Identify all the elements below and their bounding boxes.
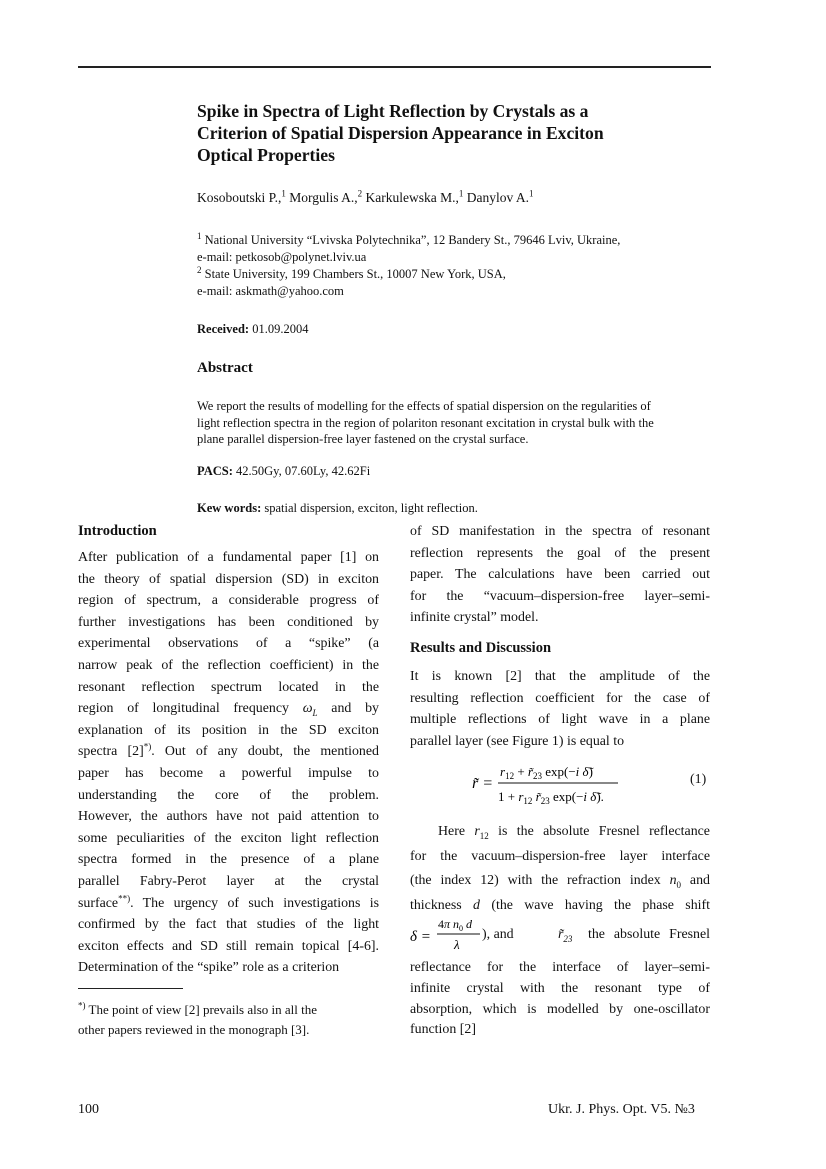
section-heading-results: Results and Discussion: [410, 640, 552, 656]
text-line: Determination of the “spike” role as a criterion: [78, 960, 340, 976]
omega-symbol: $\omega_L$: [302, 701, 318, 718]
text-line: paper has become a powerful impulse to: [78, 765, 379, 781]
affiliations: [197, 232, 620, 300]
delta-line: δ = 4π $n_0$ d λ ), and $r̃_{23}$ the absolute Fresnel: [410, 914, 710, 950]
text-line: It is known [2] that the amplitude of the: [410, 669, 710, 684]
eq-r-tilde: r̃ =: [472, 775, 494, 792]
delta-formula: [410, 914, 490, 954]
email-link[interactable]: e-mail: petkosob@polynet.lviv.ua: [197, 250, 367, 264]
text-line: paper. The calculations have been carried out: [410, 567, 710, 583]
eq-denominator: $1 + r_{12}$ $r̃_{23}$ exp(−i δ̃).: [498, 789, 604, 806]
text-line: region of spectrum, a considerable progress of: [78, 593, 379, 609]
svg-text:4π n0 d: 4π $n_0$ d: [438, 917, 473, 933]
abstract-heading: Abstract: [197, 360, 253, 376]
text-line: absorption, which is modelled by one-oscillator: [410, 1001, 710, 1017]
text-line: spectra formed in the presence of a plane: [78, 852, 379, 868]
text-line: (the index 12) with the refraction index $n_0$ and: [410, 873, 710, 890]
text-line: After publication of a fundamental paper [1] on: [78, 550, 379, 565]
affiliation-text: National University “Lvivska Polytechnika”, 12 Bandery St., 79646 Lviv, Ukraine,: [201, 233, 621, 247]
footnote-line: other papers reviewed in the monograph [3].: [78, 1022, 310, 1037]
text-line: further investigations has been conditioned by: [78, 614, 379, 630]
keywords-label: Kew words:: [197, 501, 262, 515]
title-line: Spike in Spectra of Light Reflection by Crystals as a: [197, 101, 589, 121]
title-line: Optical Properties: [197, 145, 335, 165]
footnote-ref[interactable]: **): [118, 892, 131, 903]
pacs-value: 42.50Gy, 07.60Ly, 42.62Fi: [232, 464, 371, 478]
received-value: 01.09.2004: [249, 322, 309, 336]
text-line: for the “vacuum–dispersion-free layer–semi-: [410, 588, 710, 604]
right-column-results: [410, 666, 710, 752]
text-line: surface**). The urgency of such investigations is: [78, 892, 379, 911]
text-line: infinite crystal” model.: [410, 610, 539, 626]
footnote-mark: *): [78, 1000, 86, 1011]
text-line: multiple reflections of light wave in a plane: [410, 712, 710, 728]
affil-mark: 1: [197, 230, 202, 241]
text-line: narrow peak of the reflection coefficient) in the: [78, 657, 379, 673]
affil-mark: 1: [458, 188, 464, 199]
text-line: exciton effects and SD still remain topical [4-6].: [78, 938, 379, 954]
text-line: infinite crystal with the resonant type of: [410, 980, 710, 996]
text-line: resonant reflection spectrum located in the: [78, 679, 379, 695]
text-line: for the vacuum–dispersion-free layer interface: [410, 848, 710, 864]
email-link[interactable]: e-mail: askmath@yahoo.com: [197, 284, 344, 298]
text-line: Here $r_{12}$ is the absolute Fresnel reflectance: [438, 824, 710, 841]
right-column-bottom: [410, 958, 710, 1041]
author: Kosoboutski P.,: [197, 190, 282, 205]
page-number: 100: [78, 1102, 99, 1117]
text-line: thickness d (the wave having the phase shift: [410, 897, 710, 913]
paper-title: [197, 100, 667, 166]
section-heading-introduction: Introduction: [78, 523, 157, 539]
text-line: explanation of its position in the SD exciton: [78, 722, 379, 738]
intro-column: [78, 547, 379, 979]
affiliation-text: State University, 199 Chambers St., 10007 New York, USA,: [201, 267, 506, 281]
text-line: function [2]: [410, 1022, 476, 1038]
title-line: Criterion of Spatial Dispersion Appearance in Exciton: [197, 123, 604, 143]
abstract-text: [197, 398, 709, 448]
text-line: reflection represents the goal of the present: [410, 545, 710, 561]
text-line: resulting reflection coefficient for the case of: [410, 690, 710, 706]
author-list: [197, 190, 534, 206]
footnote-ref[interactable]: *): [143, 741, 152, 752]
eq-numerator: $r_{12}$ + $r̃_{23}$ exp(−i δ̃): [500, 764, 593, 781]
right-column-top: [410, 521, 710, 629]
equation-number: (1): [690, 772, 707, 787]
affil-mark: 2: [357, 188, 363, 199]
pacs-label: PACS:: [197, 464, 233, 478]
r23-symbol: $r̃_{23}$: [558, 927, 573, 944]
text-line: confirmed by the fact that studies of the light: [78, 917, 379, 933]
text-line: understanding the core of the problem.: [78, 787, 379, 803]
footnote-rule: [78, 988, 183, 989]
equation-1: [470, 756, 710, 808]
text-line: experimental observations of a “spike” (a: [78, 636, 379, 652]
right-column-here: [410, 820, 710, 918]
text-line: spectra [2]*). Out of any doubt, the mentioned: [78, 741, 379, 760]
keywords-value: spatial dispersion, exciton, light reflection.: [261, 501, 478, 515]
affil-mark: 1: [281, 188, 286, 199]
svg-text:λ: λ: [454, 937, 460, 952]
abstract-line: We report the results of modelling for the effects of spatial dispersion on the regularities of: [197, 399, 651, 413]
affil-mark: 1: [529, 188, 534, 199]
author: Morgulis A.,: [285, 190, 358, 205]
svg-text:δ =: δ =: [410, 929, 431, 945]
abstract-line: light reflection spectra in the region of polariton resonant excitation in crystal bulk with the: [197, 415, 654, 430]
received-date: [197, 322, 308, 337]
keywords: [197, 501, 478, 516]
affil-mark: 2: [197, 264, 202, 275]
text-line: the theory of spatial dispersion (SD) in exciton: [78, 571, 379, 587]
text-line: region of longitudinal frequency $\omega_L$ and by: [78, 701, 379, 718]
header-rule: [78, 66, 711, 68]
text-line: However, the authors have not paid attention to: [78, 809, 379, 825]
author: Karkulewska M.,: [362, 190, 459, 205]
footnote: *) The point of view [2] prevails also in all the other papers reviewed in the monograph [3].: [78, 1000, 378, 1040]
text-line: reflectance for the interface of layer–semi-: [410, 960, 710, 975]
received-label: Received:: [197, 322, 250, 336]
pacs-codes: [197, 464, 370, 479]
text-line: of SD manifestation in the spectra of resonant: [410, 524, 710, 539]
author: Danylov A.: [463, 190, 530, 205]
abstract-line: plane parallel dispersion-free layer fastened on the crystal surface.: [197, 432, 529, 446]
journal-citation: Ukr. J. Phys. Opt. V5. №3: [548, 1102, 695, 1117]
text-line: parallel Fabry-Perot layer at the crystal: [78, 873, 379, 889]
text-line: some peculiarities of the exciton light reflection: [78, 830, 379, 846]
text-line: parallel layer (see Figure 1) is equal to: [410, 733, 625, 749]
